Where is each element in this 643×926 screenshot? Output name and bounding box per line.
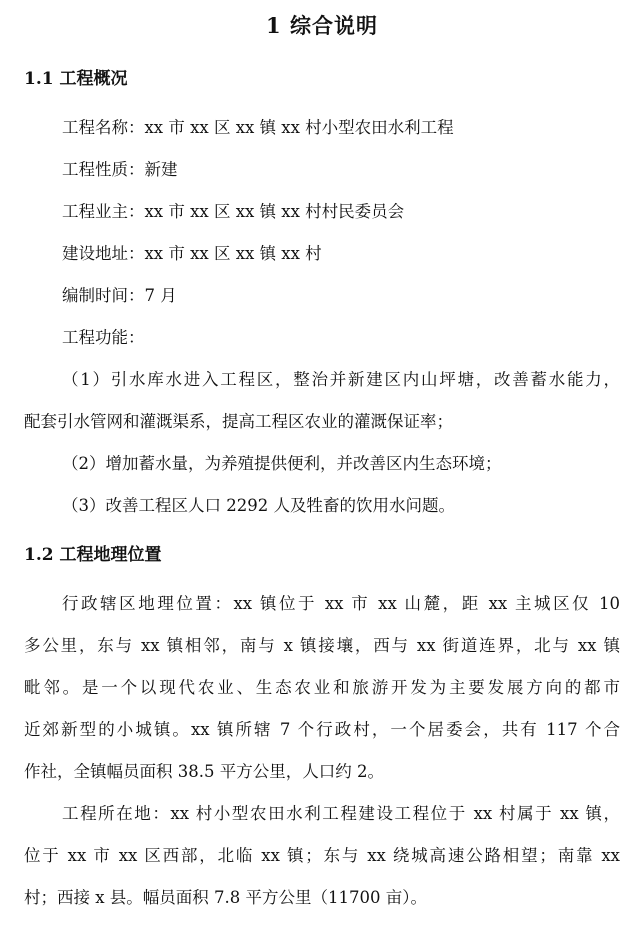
admin-location-line-5: 作社，全镇幅员面积 38.5 平方公里，人口约 2。 bbox=[24, 762, 384, 781]
admin-location-line-1: 行政辖区地理位置：xx 镇位于 xx 市 xx 山麓，距 xx 主城区仅 10 bbox=[62, 594, 620, 613]
admin-location-line-2: 多公里，东与 xx 镇相邻，南与 x 镇接壤，西与 xx 街道连界，北与 xx 镇 bbox=[24, 636, 620, 655]
section-heading-overview: 1.1 工程概况 bbox=[24, 69, 128, 89]
section-heading-location: 1.2 工程地理位置 bbox=[24, 545, 162, 565]
function-item-3: （3）改善工程区人口 2292 人及牲畜的饮用水问题。 bbox=[62, 496, 455, 515]
document-title: 1 综合说明 bbox=[266, 13, 378, 38]
field-project-name: 工程名称：xx 市 xx 区 xx 镇 xx 村小型农田水利工程 bbox=[62, 118, 454, 137]
field-compile-time: 编制时间：7 月 bbox=[62, 286, 177, 305]
function-item-1-line-1: （1）引水库水进入工程区，整治并新建区内山坪塘，改善蓄水能力， bbox=[62, 370, 620, 389]
function-item-1-line-2: 配套引水管网和灌溉渠系，提高工程区农业的灌溉保证率； bbox=[24, 412, 453, 431]
field-project-nature: 工程性质：新建 bbox=[62, 160, 178, 179]
admin-location-line-4: 近郊新型的小城镇。xx 镇所辖 7 个行政村，一个居委会，共有 117 个合 bbox=[24, 720, 620, 739]
project-site-line-2: 位于 xx 市 xx 区西部，北临 xx 镇；东与 xx 绕城高速公路相望；南靠 xx bbox=[24, 846, 620, 865]
field-project-owner: 工程业主：xx 市 xx 区 xx 镇 xx 村村民委员会 bbox=[62, 202, 405, 221]
project-site-line-1: 工程所在地：xx 村小型农田水利工程建设工程位于 xx 村属于 xx 镇， bbox=[62, 804, 620, 823]
project-site-line-3: 村；西接 x 县。幅员面积 7.8 平方公里（11700 亩）。 bbox=[24, 888, 428, 907]
function-item-2: （2）增加蓄水量，为养殖提供便利，并改善区内生态环境； bbox=[62, 454, 502, 473]
field-project-function: 工程功能： bbox=[62, 328, 145, 347]
field-construction-address: 建设地址：xx 市 xx 区 xx 镇 xx 村 bbox=[62, 244, 322, 263]
admin-location-line-3: 毗邻。是一个以现代农业、生态农业和旅游开发为主要发展方向的都市 bbox=[24, 678, 620, 697]
